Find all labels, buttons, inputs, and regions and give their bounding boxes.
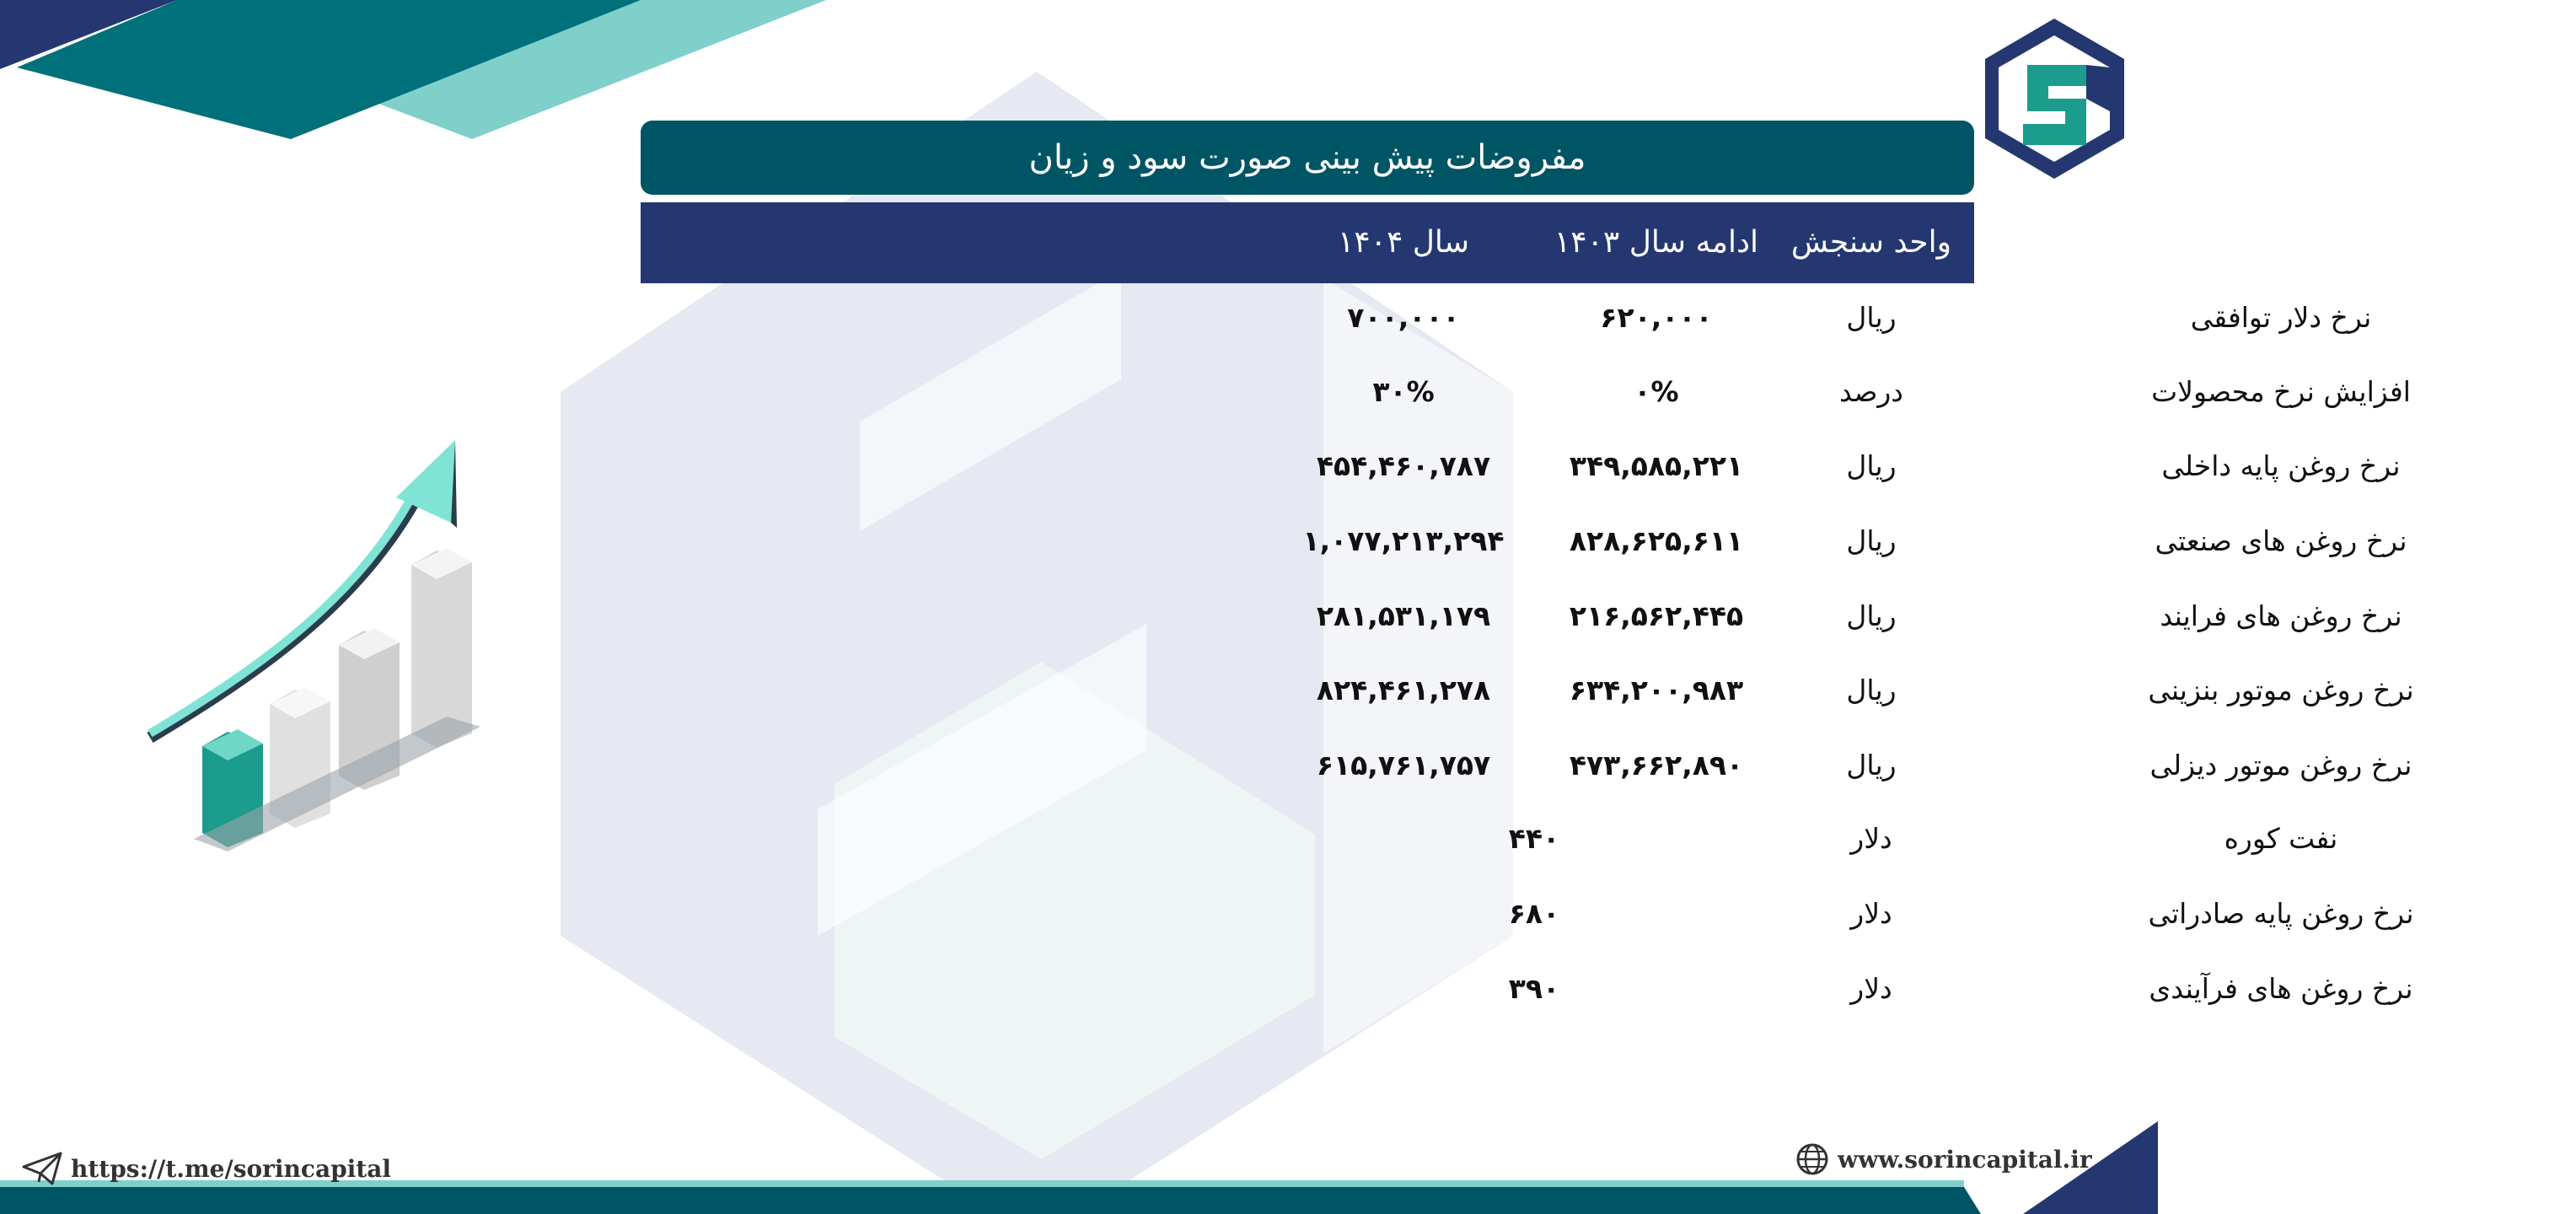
row-value-merged: ۳۹۰: [1508, 972, 1560, 1005]
telegram-link[interactable]: [22, 1149, 391, 1188]
row-value-1403: ۶۲۰,۰۰۰: [1600, 301, 1713, 334]
row-value-1403: ۰%: [1634, 375, 1679, 408]
row-description: افزایش نرخ محصولات: [2151, 375, 2411, 408]
row-value-1404: ۳۰%: [1372, 375, 1435, 408]
row-value-1403: ۳۴۹,۵۸۵,۲۲۱: [1569, 449, 1744, 482]
page-title: مفروضات پیش بینی صورت سود و زیان: [641, 121, 1974, 195]
row-value-merged: ۴۴۰: [1508, 822, 1560, 855]
table-header: [641, 202, 2312, 283]
row-unit: دلار: [1850, 972, 1892, 1005]
row-value-1403: ۴۷۳,۶۶۲,۸۹۰: [1569, 749, 1744, 782]
row-value-1404: ۶۱۵,۷۶۱,۷۵۷: [1316, 749, 1491, 782]
globe-icon: [1795, 1142, 1829, 1176]
table-row: [641, 728, 2412, 803]
row-description: نرخ روغن های فرآیندی: [2149, 972, 2413, 1005]
row-value-1404: ۸۲۴,۴۶۱,۲۷۸: [1316, 674, 1491, 706]
telegram-url[interactable]: https://t.me/sorincapital: [71, 1154, 392, 1183]
row-unit: درصد: [1839, 375, 1903, 408]
row-unit: ریال: [1846, 449, 1897, 482]
row-description: نرخ روغن موتور دیزلی: [2149, 749, 2412, 782]
row-value-1404: ۲۸۱,۵۳۱,۱۷۹: [1316, 599, 1491, 632]
website-link[interactable]: [1795, 1140, 2092, 1179]
row-description: نرخ دلار توافقی: [2190, 301, 2372, 334]
row-value-1404: ۴۵۴,۴۶۰,۷۸۷: [1316, 449, 1491, 482]
row-description: نرخ روغن پایه داخلی: [2161, 449, 2401, 482]
row-unit: ریال: [1846, 301, 1897, 334]
header-1404: سال ۱۴۰۴: [1337, 225, 1470, 260]
row-value-1404: ۱,۰۷۷,۲۱۳,۲۹۴: [1302, 524, 1505, 557]
paper-plane-icon: [22, 1152, 62, 1185]
table-row: [641, 877, 2414, 951]
row-unit: ریال: [1846, 599, 1897, 632]
growth-chart-illustration: [143, 430, 497, 851]
table-row: [641, 802, 2338, 876]
row-unit: ریال: [1846, 749, 1897, 782]
row-description: نرخ روغن های صنعتی: [2155, 524, 2407, 557]
row-unit: دلار: [1850, 897, 1892, 930]
table-row: [641, 429, 2401, 503]
row-description: نرخ روغن موتور بنزینی: [2148, 674, 2414, 706]
table-row: [641, 952, 2413, 1026]
header-description: شرح: [2250, 225, 2312, 260]
row-value-1403: ۸۲۸,۶۲۵,۶۱۱: [1569, 524, 1744, 557]
table-row: [641, 579, 2402, 653]
row-description: نفت کوره: [2224, 822, 2338, 855]
header-1403: ادامه سال ۱۴۰۳: [1554, 225, 1759, 260]
website-url[interactable]: www.sorincapital.ir: [1838, 1145, 2092, 1174]
row-value-1403: ۲۱۶,۵۶۲,۴۴۵: [1569, 599, 1744, 632]
row-description: نرخ روغن های فرایند: [2160, 599, 2402, 632]
table-row: [641, 281, 2372, 355]
row-value-1403: ۶۳۴,۲۰۰,۹۸۳: [1569, 674, 1744, 706]
table-row: [641, 504, 2407, 578]
sorin-logo: [1985, 19, 2124, 179]
table-row: [641, 653, 2414, 728]
table-row: [641, 355, 2411, 429]
row-value-1404: ۷۰۰,۰۰۰: [1347, 301, 1460, 334]
row-value-merged: ۶۸۰: [1508, 897, 1560, 930]
row-unit: دلار: [1850, 822, 1892, 855]
header-unit: واحد سنجش: [1790, 225, 1952, 260]
row-unit: ریال: [1846, 524, 1897, 557]
row-description: نرخ روغن پایه صادراتی: [2148, 897, 2414, 930]
row-unit: ریال: [1846, 674, 1897, 706]
